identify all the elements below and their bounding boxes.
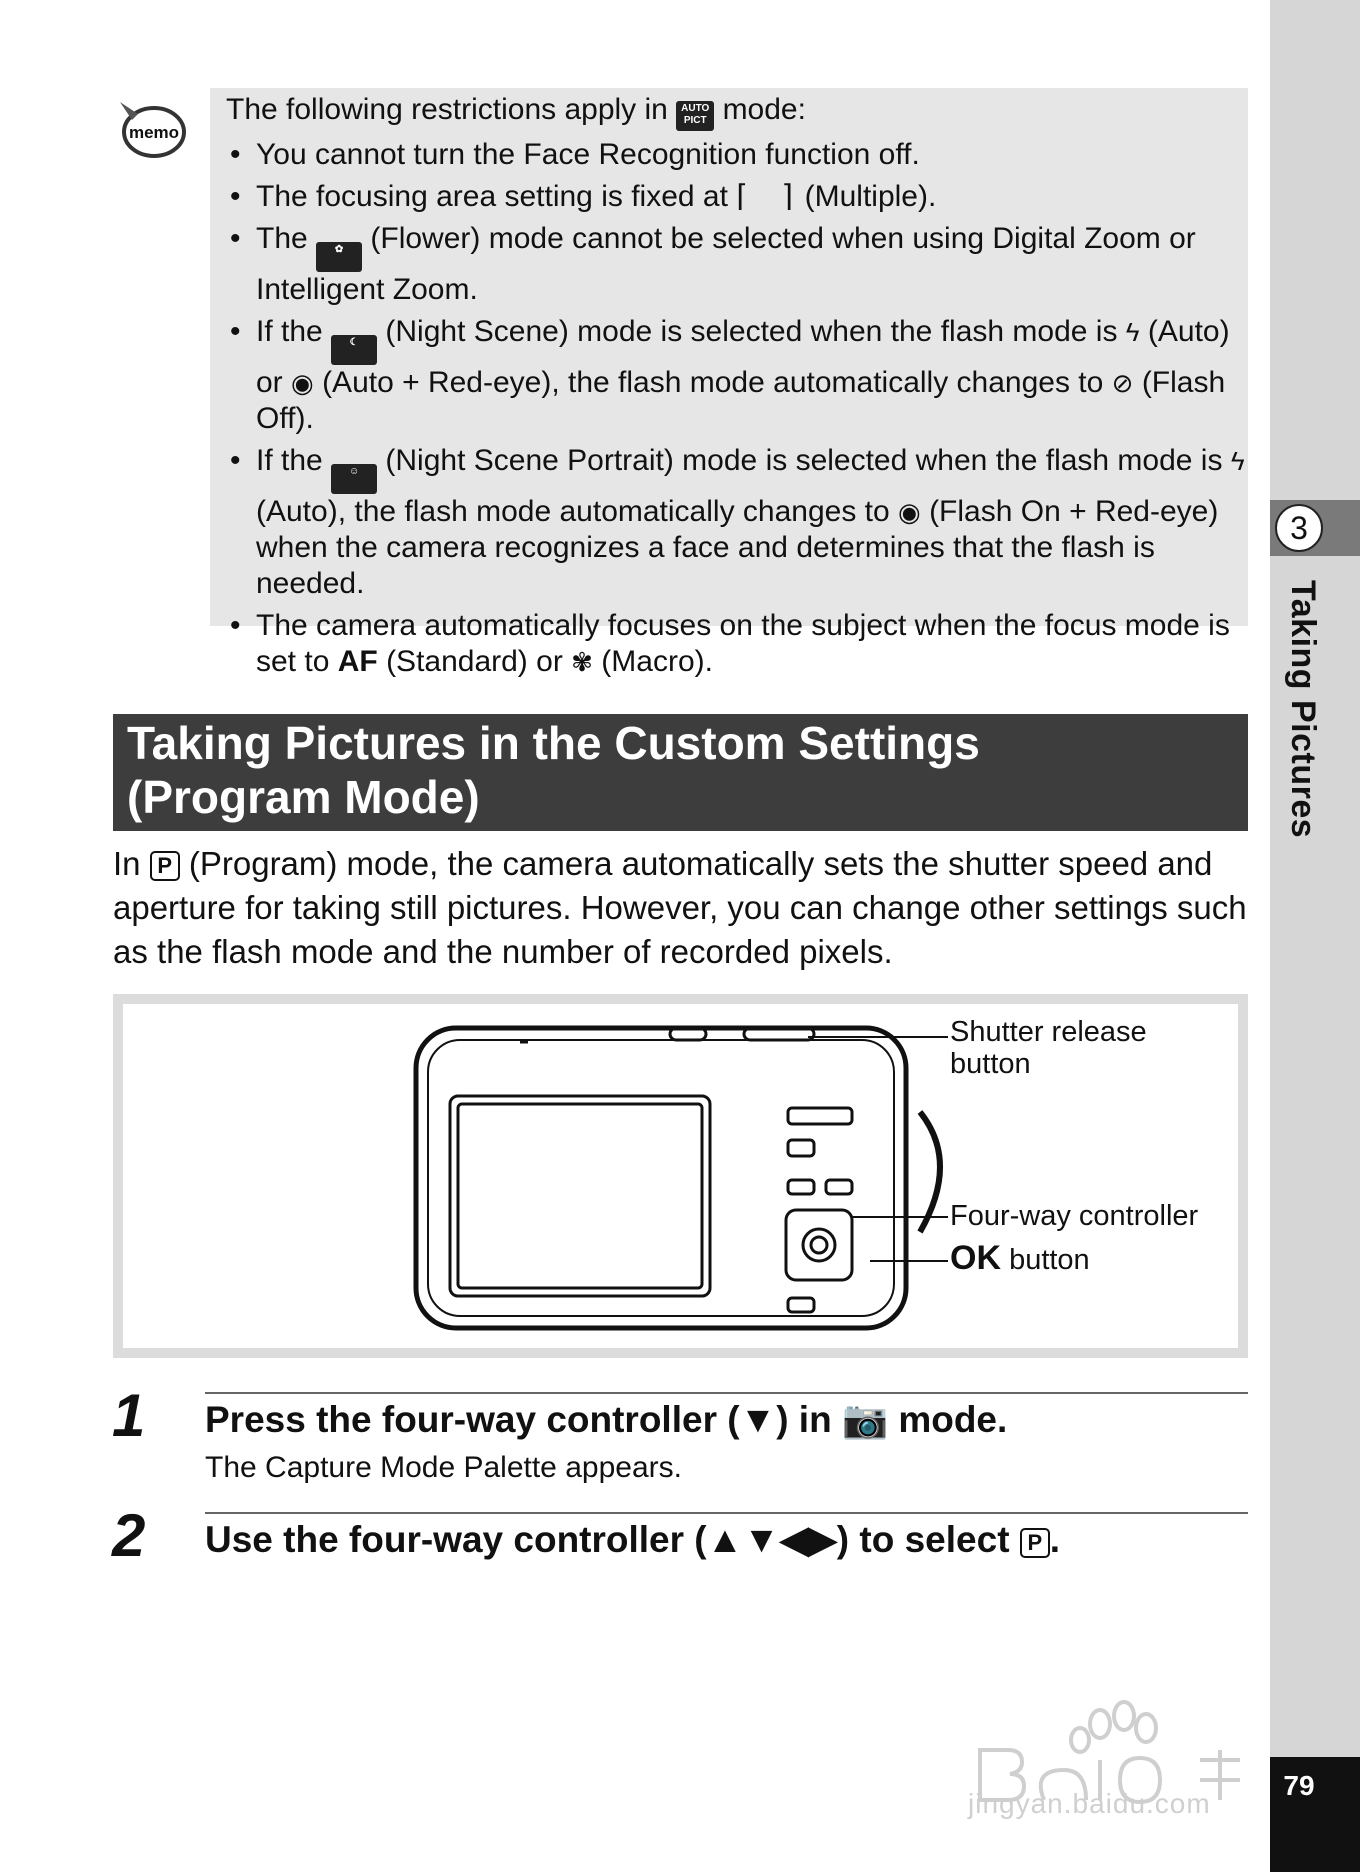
night-scene-portrait-icon: ☺ (331, 464, 377, 494)
memo-icon-label: memo (128, 123, 180, 142)
list-item: • The ✿ (Flower) mode cannot be selected when using Digital Zoom or Intelligent Zoom. (226, 221, 1246, 308)
list-item: • The focusing area setting is fixed at ⌈ ⌉ (Multiple). (226, 179, 1246, 215)
camera-back-illustration (400, 1012, 960, 1342)
ok-callout-label: OK button (950, 1239, 1090, 1277)
step-2-number: 2 (112, 1502, 146, 1569)
memo-text (226, 92, 1246, 686)
step-2-title: Use the four-way controller (▲▼◀▶) to select P . (205, 1519, 1061, 1560)
af-standard-label: AF (337, 645, 378, 678)
flash-on-redeye-icon: ◉ (898, 497, 921, 527)
program-mode-icon: P (1020, 1528, 1050, 1558)
ok-callout-line (870, 1260, 948, 1262)
step-1-rule (205, 1392, 1248, 1394)
camera-mode-icon: 📷 (841, 1399, 889, 1440)
chapter-number: 3 (1275, 504, 1323, 552)
list-item: • You cannot turn the Face Recognition function off. (226, 137, 1246, 173)
chapter-label: Taking Pictures (1284, 580, 1322, 839)
fourway-callout-label: Four-way controller (950, 1200, 1199, 1232)
flower-mode-icon: ✿ (316, 242, 362, 272)
shutter-callout-line (808, 1036, 948, 1038)
list-item: • The camera automatically focuses on the subject when the focus mode is set to AF (Standard) or ✾ (Macro). (226, 608, 1246, 680)
watermark-url: jingyan.baidu.com (968, 1788, 1211, 1819)
auto-pict-icon: AUTO PICT (676, 101, 714, 131)
intro-paragraph: In P (Program) mode, the camera automatically sets the shutter speed and aperture for taking still pictures. However, you can change other settings such as the flash mode and the number of recorded pixels. (113, 845, 1247, 970)
list-item: • If the ☺ (Night Scene Portrait) mode is selected when the flash mode is ϟ (Auto), the flash mode automatically changes to ◉ (Flash On + Red-eye) when the camera recognizes a face and determines that the flash is needed. (226, 443, 1246, 602)
multiple-focus-icon: ⌈ ⌉ (736, 180, 794, 213)
page-number: 79 (1283, 1770, 1315, 1801)
step-1-description: The Capture Mode Palette appears. (205, 1451, 682, 1484)
memo-lead: The following restrictions apply in AUTO PICT mode: (226, 92, 1246, 131)
step-2-rule (205, 1512, 1248, 1514)
macro-flower-icon: ✾ (571, 647, 593, 677)
flash-off-icon: ⊘ (1111, 368, 1134, 398)
shutter-callout-label: Shutter release button (950, 1016, 1147, 1080)
night-scene-icon: ☾ (331, 335, 377, 365)
memo-list (226, 137, 1246, 680)
flash-auto-icon: ϟ (1125, 317, 1140, 347)
side-tab-column (1270, 0, 1360, 1872)
step-1-title: Press the four-way controller (▼) in 📷 mode. (205, 1399, 1008, 1440)
fourway-callout-line (852, 1216, 948, 1218)
step-1-number: 1 (112, 1382, 146, 1449)
program-mode-icon: P (150, 851, 180, 881)
flash-auto-icon: ϟ (1230, 446, 1245, 476)
list-item: • If the ☾ (Night Scene) mode is selected when the flash mode is ϟ (Auto) or ◉ (Auto + Red-eye), the flash mode automatically changes to ⊘ (Flash Off). (226, 314, 1246, 437)
memo-icon (114, 96, 186, 160)
section-title: Taking Pictures in the Custom Settings (Program Mode) (127, 717, 980, 823)
flash-auto-redeye-icon: ◉ (291, 368, 314, 398)
